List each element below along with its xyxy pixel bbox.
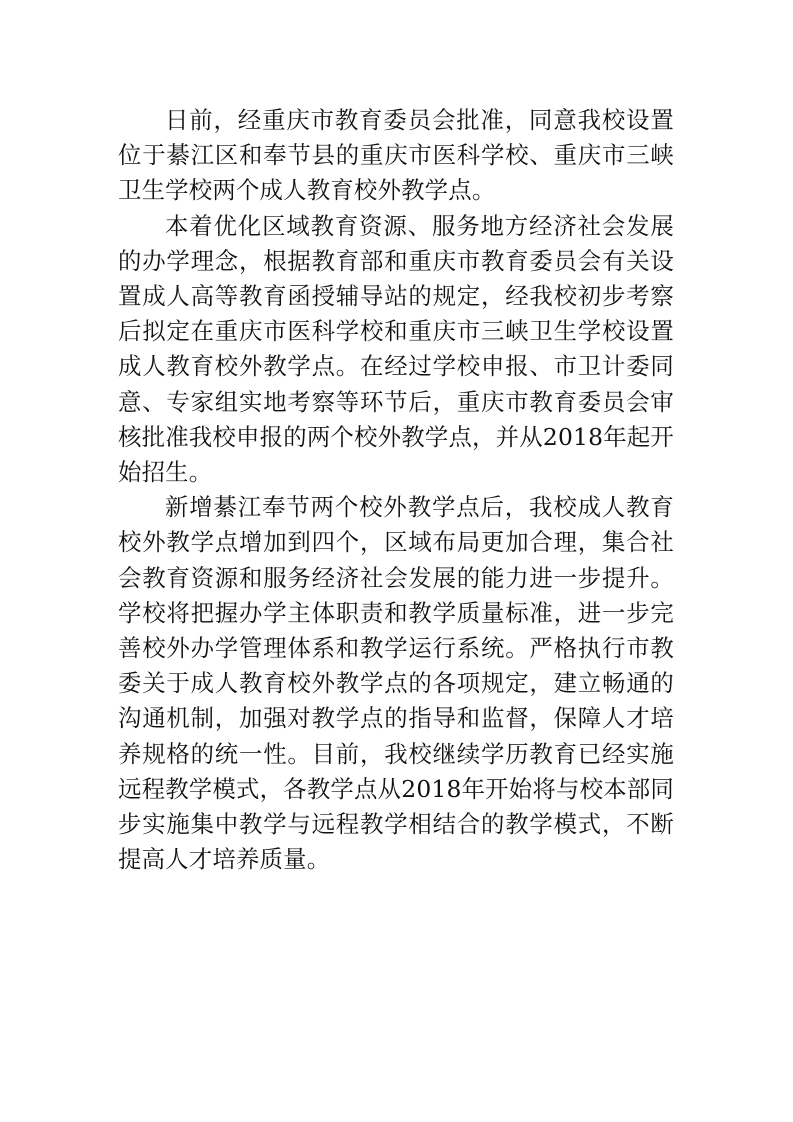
paragraph-background: 本着优化区域教育资源、服务地方经济社会发展的办学理念，根据教育部和重庆市教育委员会有关设置成人高等教育函授辅导站的规定，经我校初步考察后拟定在重庆市医科学校和重庆市三峡卫生学校设置成人教育校外教学点。在经过学校申报、市卫计委同意、专家组实地考察等环节后，重庆市教育委员会审核批准我校申报的两个校外教学点，并从2018年起开始招生。: [118, 211, 674, 487]
paragraph-outlook: 新增綦江奉节两个校外教学点后，我校成人教育校外教学点增加到四个，区域布局更加合理，集合社会教育资源和服务经济社会发展的能力进一步提升。学校将把握办学主体职责和教学质量标准，进一步完善校外办学管理体系和教学运行系统。严格执行市教委关于成人教育校外教学点的各项规定，建立畅通的沟通机制，加强对教学点的指导和监督，保障人才培养规格的统一性。目前，我校继续学历教育已经实施远程教学模式，各教学点从2018年开始将与校本部同步实施集中教学与远程教学相结合的教学模式，不断提高人才培养质量。: [118, 493, 674, 874]
document-body: [118, 103, 674, 877]
paragraph-approval: 日前，经重庆市教育委员会批准，同意我校设置位于綦江区和奉节县的重庆市医科学校、重庆市三峡卫生学校两个成人教育校外教学点。: [118, 106, 674, 205]
